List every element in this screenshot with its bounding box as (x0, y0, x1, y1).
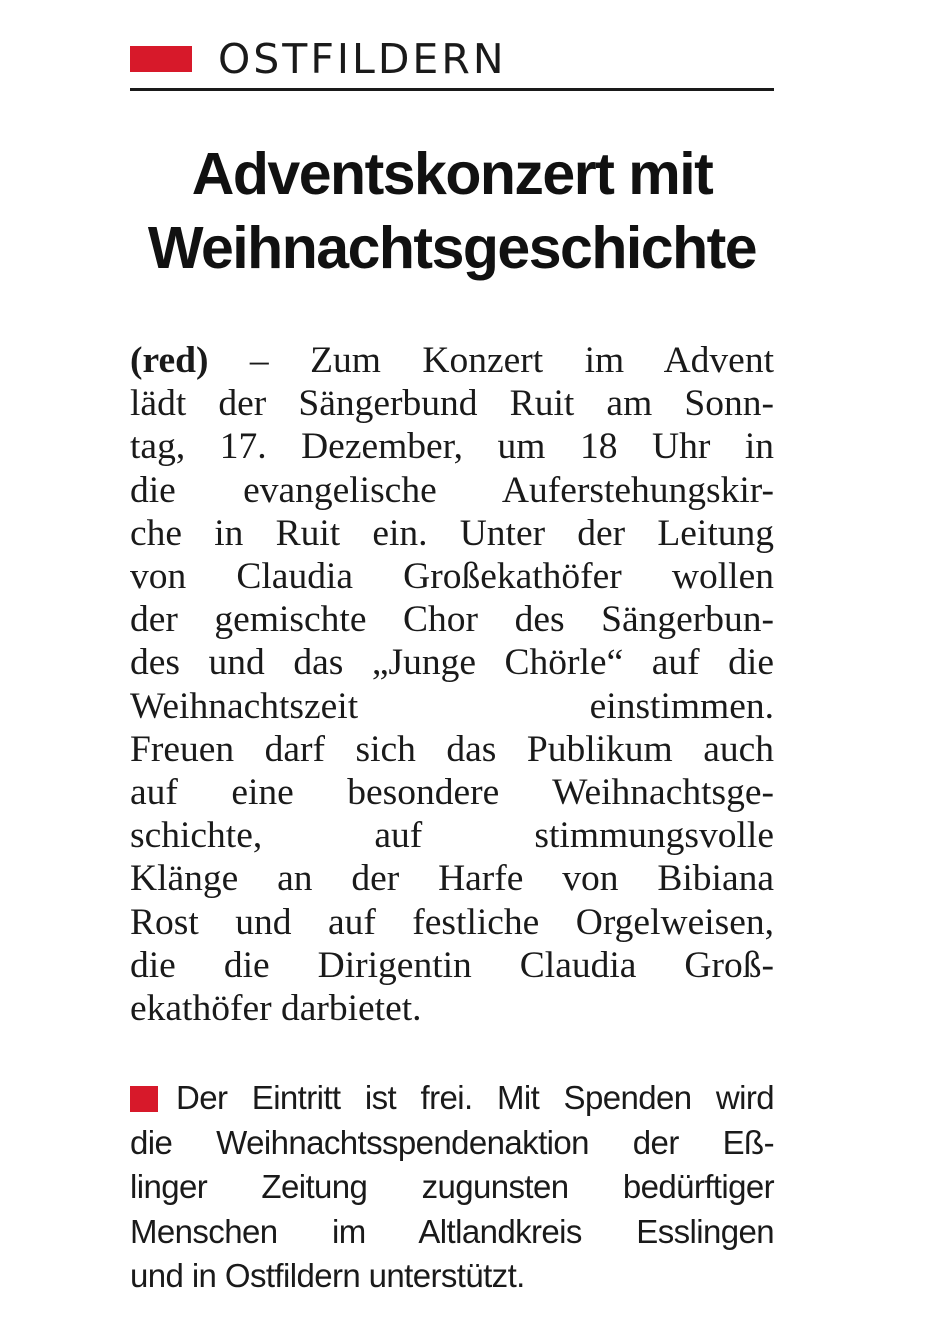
headline (130, 137, 774, 285)
body-line: che in Ruit ein. Unter der Leitung (130, 512, 774, 554)
info-line: und in Ostfildern unterstützt. (130, 1257, 525, 1295)
body-line: tag, 17. Dezember, um 18 Uhr in (130, 426, 774, 468)
body-line: der gemischte Chor des Sängerbun- (130, 599, 774, 641)
body-line-text: – Zum Konzert im Advent (208, 340, 774, 381)
body-line: von Claudia Großekathöfer wollen (130, 556, 774, 598)
headline-line: Weihnachtsgeschichte (147, 215, 757, 281)
info-line: Der Eintritt ist frei. Mit Spenden wird (176, 1079, 774, 1117)
info-box (130, 1076, 774, 1299)
body-line: Klänge an der Harfe von Bibiana (130, 858, 774, 900)
body-line: die die Dirigentin Claudia Groß- (130, 944, 774, 986)
info-line: die Weihnachtsspendenaktion der Eß- (130, 1123, 774, 1161)
headline-line: Adventskonzert mit (191, 141, 713, 207)
info-first-line (130, 1076, 774, 1121)
body-line: lädt der Sängerbund Ruit am Sonn- (130, 383, 774, 425)
body-line: die evangelische Auferstehungskir- (130, 469, 774, 511)
body-line: ekathöfer darbietet. (130, 988, 422, 1030)
body-line (130, 339, 774, 382)
info-line: Menschen im Altlandkreis Esslingen (130, 1212, 774, 1250)
section-marker (130, 46, 192, 72)
section-header (130, 30, 774, 91)
article-body (130, 339, 774, 1030)
body-line: auf eine besondere Weihnachtsge- (130, 772, 774, 814)
info-marker (130, 1086, 158, 1112)
section-label: OSTFILDERN (218, 34, 507, 83)
article (130, 30, 774, 1299)
body-line: schichte, auf stimmungsvolle (130, 815, 774, 857)
byline-lead: (red) (130, 340, 209, 381)
body-line: des und das „Junge Chörle“ auf die (130, 642, 774, 684)
body-line: Freuen darf sich das Publikum auch (130, 728, 774, 770)
body-line: Rost und auf festliche Orgelweisen, (130, 901, 774, 943)
info-line: linger Zeitung zugunsten bedürftiger (130, 1168, 774, 1206)
body-line: Weihnachtszeit einstimmen. (130, 685, 774, 727)
